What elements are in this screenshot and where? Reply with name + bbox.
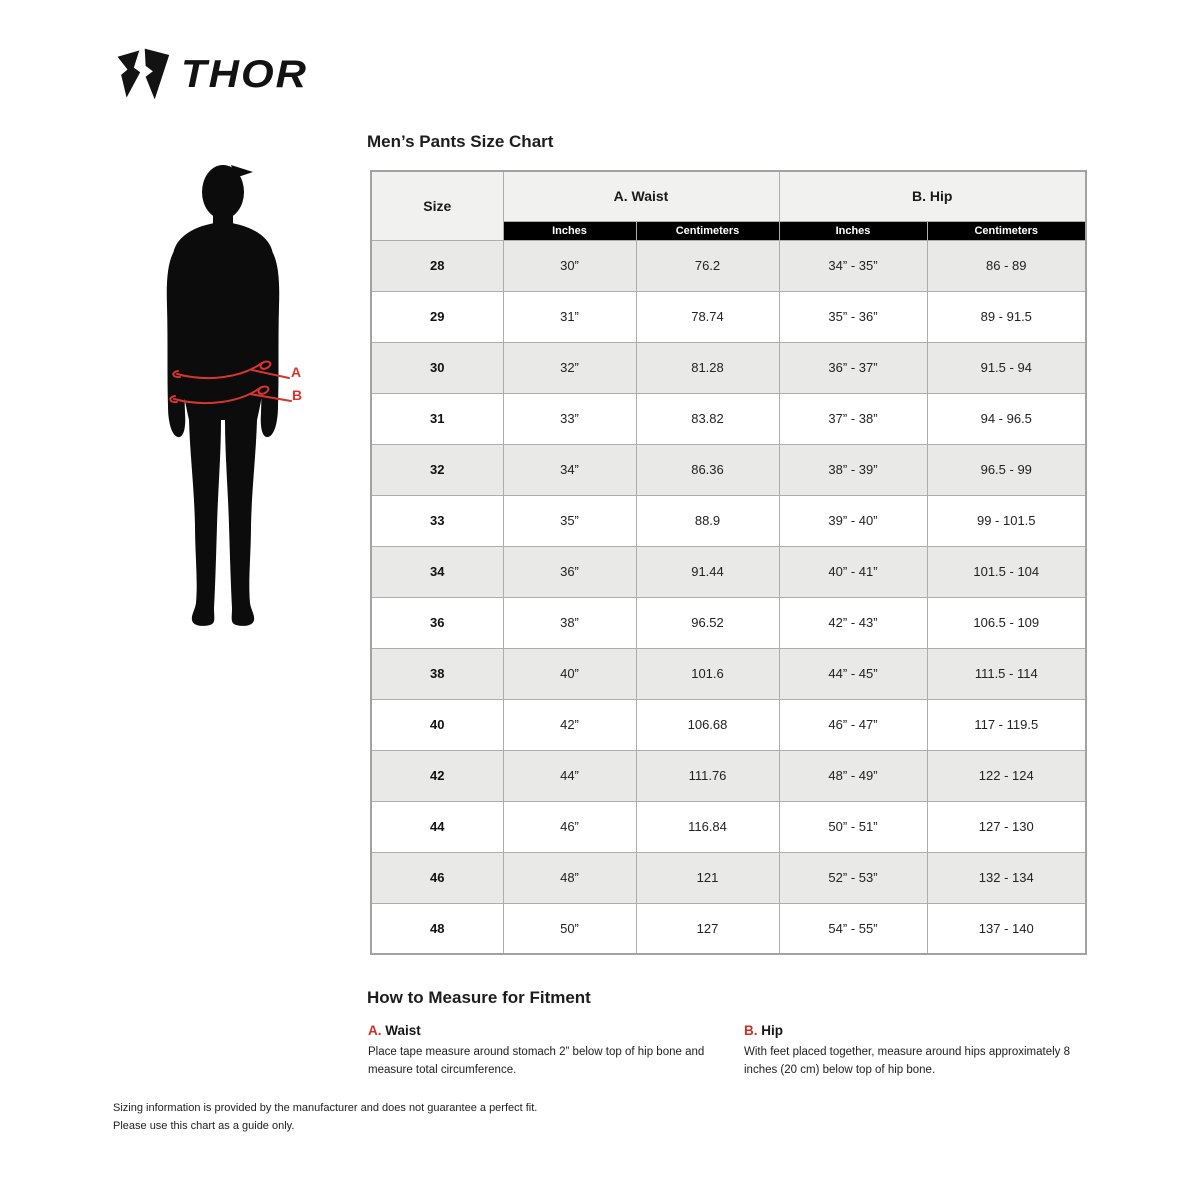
waist-measure-label: A (291, 364, 302, 380)
table-cell-waist_cm: 111.76 (636, 750, 779, 801)
table-cell-size: 48 (371, 903, 503, 954)
size-table-body (371, 240, 1086, 954)
table-cell-size: 33 (371, 495, 503, 546)
table-cell-size: 36 (371, 597, 503, 648)
table-row (371, 342, 1086, 393)
table-cell-waist_cm: 88.9 (636, 495, 779, 546)
table-row (371, 801, 1086, 852)
table-cell-hip_cm: 132 - 134 (927, 852, 1086, 903)
table-cell-size: 28 (371, 240, 503, 291)
table-cell-waist_cm: 86.36 (636, 444, 779, 495)
table-row (371, 546, 1086, 597)
column-header-hip: B. Hip (779, 171, 1086, 221)
table-cell-waist_in: 35” (503, 495, 636, 546)
table-cell-size: 31 (371, 393, 503, 444)
table-cell-waist_cm: 91.44 (636, 546, 779, 597)
table-row (371, 750, 1086, 801)
table-cell-hip_in: 50” - 51” (779, 801, 927, 852)
subheader-hip-centimeters: Centimeters (927, 221, 1086, 240)
brand-logo (113, 44, 308, 104)
table-row (371, 597, 1086, 648)
table-cell-waist_cm: 81.28 (636, 342, 779, 393)
table-cell-hip_cm: 96.5 - 99 (927, 444, 1086, 495)
table-cell-size: 46 (371, 852, 503, 903)
table-cell-hip_cm: 106.5 - 109 (927, 597, 1086, 648)
table-cell-waist_in: 31” (503, 291, 636, 342)
table-row (371, 291, 1086, 342)
measure-hip-key: B. (744, 1023, 758, 1038)
table-cell-hip_cm: 127 - 130 (927, 801, 1086, 852)
measure-instructions-hip (744, 1023, 1099, 1080)
table-cell-hip_in: 37” - 38” (779, 393, 927, 444)
sizing-disclaimer-line2: Please use this chart as a guide only. (113, 1119, 295, 1132)
table-cell-size: 30 (371, 342, 503, 393)
table-cell-hip_in: 54” - 55” (779, 903, 927, 954)
table-cell-size: 32 (371, 444, 503, 495)
table-row (371, 240, 1086, 291)
sizing-disclaimer-line1: Sizing information is provided by the manufacturer and does not guarantee a perfect fit. (113, 1102, 538, 1114)
table-cell-waist_cm: 78.74 (636, 291, 779, 342)
measure-instructions-waist (368, 1023, 718, 1080)
table-cell-waist_cm: 101.6 (636, 648, 779, 699)
table-cell-waist_cm: 76.2 (636, 240, 779, 291)
column-header-size: Size (371, 171, 503, 240)
hip-measure-label: B (292, 387, 303, 403)
table-cell-hip_cm: 91.5 - 94 (927, 342, 1086, 393)
table-cell-hip_in: 44” - 45” (779, 648, 927, 699)
table-cell-waist_in: 32” (503, 342, 636, 393)
table-cell-waist_in: 50” (503, 903, 636, 954)
table-cell-waist_in: 46” (503, 801, 636, 852)
brand-name: THOR (181, 51, 308, 96)
table-header-row (371, 171, 1086, 221)
table-cell-hip_cm: 137 - 140 (927, 903, 1086, 954)
table-cell-waist_cm: 116.84 (636, 801, 779, 852)
subheader-waist-centimeters: Centimeters (636, 221, 779, 240)
size-chart-table (370, 170, 1087, 955)
table-cell-waist_cm: 121 (636, 852, 779, 903)
table-cell-hip_in: 42” - 43” (779, 597, 927, 648)
table-row (371, 699, 1086, 750)
table-row (371, 393, 1086, 444)
table-cell-hip_in: 48” - 49” (779, 750, 927, 801)
table-cell-size: 29 (371, 291, 503, 342)
table-cell-size: 44 (371, 801, 503, 852)
measure-waist-heading (368, 1023, 718, 1038)
table-cell-waist_in: 38” (503, 597, 636, 648)
table-cell-hip_in: 52” - 53” (779, 852, 927, 903)
measure-hip-text: With feet placed together, measure around hips approximately 8 inches (20 cm) below top of hip bone. (744, 1046, 1071, 1076)
table-cell-size: 40 (371, 699, 503, 750)
table-cell-waist_cm: 83.82 (636, 393, 779, 444)
table-cell-hip_cm: 89 - 91.5 (927, 291, 1086, 342)
table-cell-waist_in: 40” (503, 648, 636, 699)
table-cell-hip_in: 46” - 47” (779, 699, 927, 750)
table-cell-hip_cm: 99 - 101.5 (927, 495, 1086, 546)
table-cell-waist_cm: 96.52 (636, 597, 779, 648)
table-cell-hip_in: 34” - 35” (779, 240, 927, 291)
page-title: Men’s Pants Size Chart (367, 132, 554, 151)
table-cell-hip_in: 36” - 37” (779, 342, 927, 393)
table-row (371, 903, 1086, 954)
measure-waist-text: Place tape measure around stomach 2” below top of hip bone and measure total circumference. (368, 1046, 705, 1076)
how-to-measure-title: How to Measure for Fitment (367, 988, 591, 1007)
table-cell-waist_cm: 106.68 (636, 699, 779, 750)
table-cell-waist_in: 44” (503, 750, 636, 801)
table-cell-size: 34 (371, 546, 503, 597)
measure-hip-label: Hip (761, 1023, 784, 1038)
column-header-waist: A. Waist (503, 171, 779, 221)
table-cell-size: 42 (371, 750, 503, 801)
subheader-waist-inches: Inches (503, 221, 636, 240)
measure-waist-key: A. (368, 1023, 382, 1038)
table-row (371, 852, 1086, 903)
table-cell-hip_cm: 101.5 - 104 (927, 546, 1086, 597)
subheader-hip-inches: Inches (779, 221, 927, 240)
table-cell-hip_cm: 86 - 89 (927, 240, 1086, 291)
table-cell-hip_cm: 117 - 119.5 (927, 699, 1086, 750)
table-cell-waist_in: 34” (503, 444, 636, 495)
sizing-disclaimer (113, 1100, 537, 1135)
table-cell-hip_in: 40” - 41” (779, 546, 927, 597)
table-cell-waist_cm: 127 (636, 903, 779, 954)
table-cell-waist_in: 42” (503, 699, 636, 750)
table-row (371, 444, 1086, 495)
thor-horns-icon (113, 45, 171, 103)
table-cell-hip_in: 39” - 40” (779, 495, 927, 546)
table-cell-hip_cm: 94 - 96.5 (927, 393, 1086, 444)
table-cell-hip_cm: 122 - 124 (927, 750, 1086, 801)
table-cell-waist_in: 48” (503, 852, 636, 903)
table-cell-hip_in: 35” - 36” (779, 291, 927, 342)
body-silhouette-figure (155, 160, 305, 630)
table-cell-hip_in: 38” - 39” (779, 444, 927, 495)
measure-waist-label: Waist (385, 1023, 421, 1038)
table-cell-waist_in: 36” (503, 546, 636, 597)
table-cell-waist_in: 33” (503, 393, 636, 444)
measure-hip-heading (744, 1023, 1099, 1038)
table-cell-hip_cm: 111.5 - 114 (927, 648, 1086, 699)
table-cell-size: 38 (371, 648, 503, 699)
table-cell-waist_in: 30” (503, 240, 636, 291)
table-row (371, 648, 1086, 699)
table-row (371, 495, 1086, 546)
